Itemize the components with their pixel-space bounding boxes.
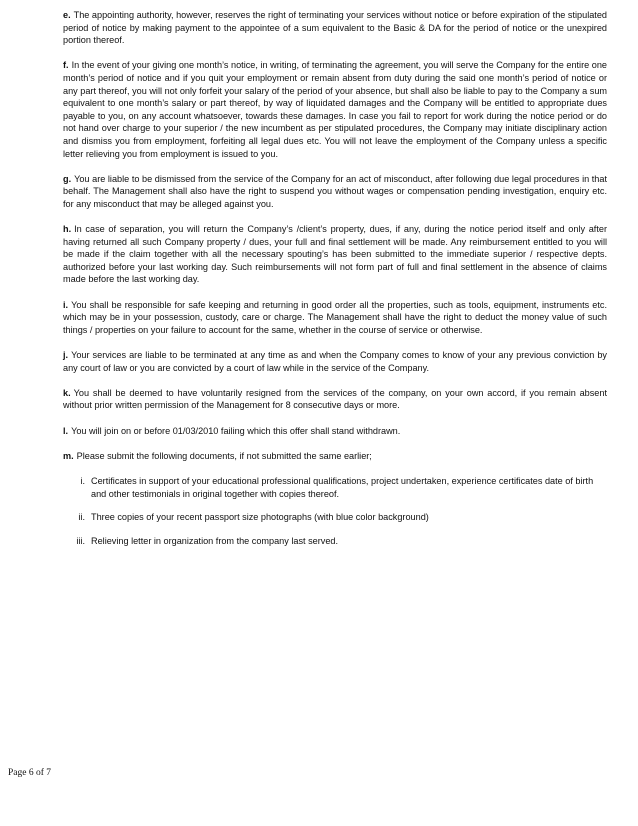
clause-h: [63, 223, 607, 286]
list-numeral: iii.: [76, 535, 85, 546]
documents-list-item: [63, 511, 607, 524]
clause-text: You will join on or before 01/03/2010 failing which this offer shall stand withdrawn.: [71, 425, 401, 436]
clause-letter: m.: [63, 450, 74, 461]
clause-letter: i.: [63, 299, 69, 310]
clause-i: [63, 299, 607, 337]
letter-body: [63, 9, 607, 558]
list-numeral: ii.: [78, 512, 85, 523]
clause-letter: l.: [63, 425, 69, 436]
page-number: Page 6 of 7: [8, 768, 52, 778]
clause-f: [63, 59, 607, 160]
clause-k: [63, 387, 607, 412]
clause-j: [63, 349, 607, 374]
documents-list: [63, 475, 607, 547]
clause-e: [63, 9, 607, 47]
clause-text: Your services are liable to be terminated at any time as and when the Company comes to know of your any previous conviction by any court of law or you are convicted by a court of law while in the service of the Company.: [63, 350, 607, 373]
clause-text: In case of separation, you will return the Company’s /client’s property, dues, if any, during the notice period itself and only after having returned all such Company property / dues, your full and final settlement will be made. Any reimbursement entitled to you will be made if the claim together with all the necessary spouting’s has been submitted to the immediate superior / respective depts. authorized before your last working day. Such reimbursements will not form part of full and final settlement in the absence of claims made before the last working day.: [63, 224, 607, 285]
clause-letter: j.: [63, 350, 69, 361]
clause-text: The appointing authority, however, reserves the right of terminating your services without notice or before expiration of the stipulated period of notice by making payment to the appointee of a sum equivalent to the Basic & DA for the period of notice or the unexpired portion thereof.: [63, 10, 607, 46]
clause-letter: k.: [63, 387, 71, 398]
clause-text: You are liable to be dismissed from the service of the Company for an act of misconduct, after following due legal procedures in that behalf. The Management shall also have the right to suspend you without wages or compensation pending investigation, enquiry etc. for any misconduct that may be alleged against you.: [63, 173, 607, 209]
documents-list-item: [63, 535, 607, 548]
clause-g: [63, 173, 607, 211]
clause-letter: f.: [63, 60, 69, 71]
clause-letter: h.: [63, 224, 72, 235]
list-numeral: i.: [80, 475, 85, 486]
clause-letter: e.: [63, 10, 71, 20]
documents-list-item: [63, 475, 607, 500]
clause-letter: g.: [63, 173, 72, 184]
clause-text: Please submit the following documents, if not submitted the same earlier;: [76, 450, 372, 461]
clause-text: In the event of your giving one month’s notice, in writing, of terminating the agreement, you will serve the Company for the entire one month’s period of notice and if you quit your employment or remain absent from duty during the said one month’s period of notice or any part thereof, you will not only forfeit your salary of the period of your absence, but shall also be liable to pay to the Company a sum equivalent to one month’s salary or part thereof, by way of liquidated damages and the Company will be entitled to appropriate dues payable to you, on any account whatsoever, towards these damages. In case you fail to report for work during the notice period or do not hand over charge to your superior / the new incumbent as per stipulated procedures, the Company may initiate disciplinary action and dismiss you from employment, forfeiting all legal dues etc. You will not leave the employment of the Company unless a specific letter relieving you from employment is issued to you.: [63, 60, 607, 159]
list-item-text: Three copies of your recent passport size photographs (with blue color background): [91, 512, 429, 523]
list-item-text: Certificates in support of your educational professional qualifications, project undertaken, experience certificates date of birth and other testimonials in original together with copies thereof.: [91, 475, 594, 499]
clause-l: [63, 425, 607, 438]
clause-text: You shall be responsible for safe keeping and returning in good order all the properties, such as tools, equipment, instruments etc. which may be in your possession, custody, care or charge. The Management shall have the right to deduct the money value of such things / properties on your failure to account for the same, whether in the course of service or otherwise.: [63, 299, 607, 335]
list-item-text: Relieving letter in organization from the company last served.: [91, 535, 339, 546]
clause-text: You shall be deemed to have voluntarily resigned from the services of the company, on your own accord, if you remain absent without prior written permission of the Management for 8 consecutive days or more.: [63, 387, 607, 411]
clause-m: [63, 450, 607, 463]
